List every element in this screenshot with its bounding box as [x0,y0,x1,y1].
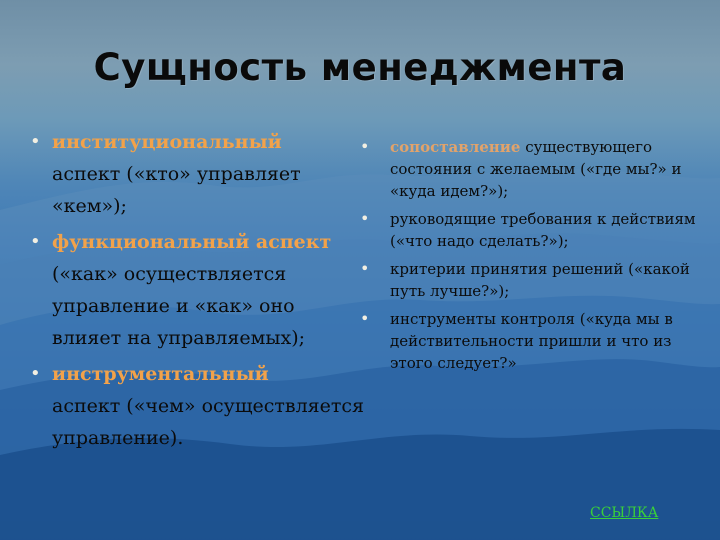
reference-link[interactable]: ССЫЛКА [590,505,659,521]
right-bullet-list [360,136,705,380]
right-item-control [360,308,705,374]
bullet-icon: • [30,363,41,384]
right-item-highlight: сопоставление [390,138,521,156]
left-bullet-list [30,126,365,458]
right-item-text: инструменты контроля («куда мы в действительности пришли и что из этого следует?» [390,310,673,372]
bullet-icon: • [360,309,370,328]
right-item-requirements [360,208,705,252]
left-item-highlight: функциональный аспект [52,231,332,253]
left-item-instrumental [30,358,365,454]
right-item-comparison [360,136,705,202]
right-item-text: критерии принятия решений («какой путь лучше?»); [390,260,690,300]
right-item-criteria [360,258,705,302]
bullet-icon: • [30,131,41,152]
right-item-text: существующего состояния с желаемым («где мы?» и «куда идем?»); [390,138,682,200]
left-item-text: аспект («чем» осуществляется управление). [52,395,365,449]
bullet-icon: • [30,231,41,252]
left-item-text: аспект («кто» управляет «кем»); [52,163,301,217]
left-item-text: («как» осуществляется управление и «как» оно влияет на управляемых); [52,263,306,349]
bullet-icon: • [360,137,370,156]
left-item-institutional [30,126,365,222]
slide-title: Сущность менеджмента [93,46,627,89]
right-item-text: руководящие требования к действиям («что надо сделать?»); [390,210,696,250]
left-item-highlight: инструментальный [52,363,269,385]
bullet-icon: • [360,209,370,228]
bullet-icon: • [360,259,370,278]
left-item-functional [30,226,365,354]
left-item-highlight: институциональный [52,131,282,153]
